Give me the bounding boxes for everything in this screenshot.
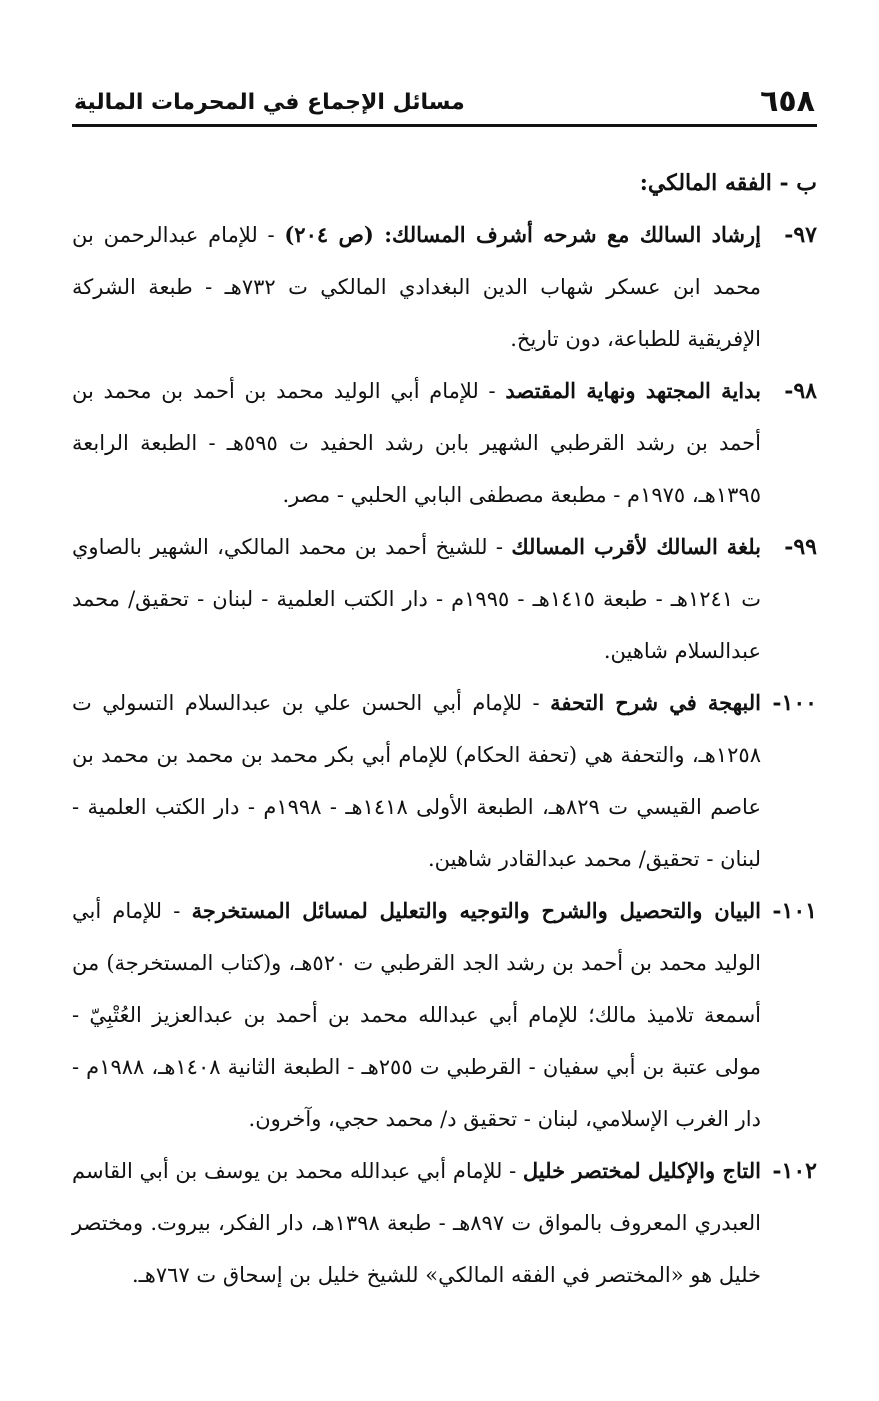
bibliography-entry-99 <box>72 521 817 677</box>
entry-number: ٩٧- <box>784 222 817 248</box>
bibliography-entry-98 <box>72 365 817 521</box>
bibliography-entry-97 <box>72 209 817 365</box>
entry-title: بداية المجتهد ونهاية المقتصد <box>505 378 761 403</box>
entry-title: البهجة في شرح التحفة <box>550 690 761 715</box>
entry-body: - للإمام أبي الوليد محمد بن أحمد بن رشد الجد القرطبي ت ٥٢٠هـ، و(كتاب المستخرجة) من أسمعة تلاميذ مالك؛ للإمام أبي عبدالله محمد بن أحمد بن عبدالعزيز العُتْبِيّ - مولى عتبة بن أبي سفيان - القرطبي ت ٢٥٥هـ - الطبعة الثانية ١٤٠٨هـ، ١٩٨٨م - دار الغرب الإسلامي، لبنان - تحقيق د/ محمد حجي، وآخرون. <box>72 899 761 1131</box>
entry-title: التاج والإكليل لمختصر خليل <box>522 1158 761 1183</box>
entry-title: إرشاد السالك مع شرحه أشرف المسالك: (ص ٢٠٤) <box>284 222 761 247</box>
entry-body: - للإمام أبي الحسن علي بن عبدالسلام التسولي ت ١٢٥٨هـ، والتحفة هي (تحفة الحكام) للإمام أبي بكر محمد بن محمد بن محمد بن عاصم القيسي ت ٨٢٩هـ، الطبعة الأولى ١٤١٨هـ - ١٩٩٨م - دار الكتب العلمية - لبنان - تحقيق/ محمد عبدالقادر شاهين. <box>72 691 761 871</box>
entry-number: ٩٩- <box>784 534 817 560</box>
bibliography-entry-101 <box>72 885 817 1145</box>
entry-number: ١٠١- <box>772 898 817 924</box>
page-number: ٦٥٨ <box>760 84 815 119</box>
entry-text <box>72 521 761 677</box>
entry-title: بلغة السالك لأقرب المسالك <box>511 534 761 559</box>
entry-text <box>72 365 761 521</box>
bibliography-entry-102 <box>72 1145 817 1301</box>
section-title: ب - الفقه المالكي: <box>639 170 817 196</box>
entry-text <box>72 1145 761 1301</box>
entry-number: ٩٨- <box>784 378 817 404</box>
entry-body: - للإمام أبي الوليد محمد بن أحمد بن محمد بن أحمد بن رشد القرطبي الشهير بابن رشد الحفيد ت ٥٩٥هـ - الطبعة الرابعة ١٣٩٥هـ، ١٩٧٥م - مطبعة مصطفى البابي الحلبي - مصر. <box>72 379 761 507</box>
entry-number: ١٠٠- <box>772 690 817 716</box>
bibliography-entry-100 <box>72 677 817 885</box>
page-header <box>72 78 817 127</box>
entry-title: البيان والتحصيل والشرح والتوجيه والتعليل لمسائل المستخرجة <box>191 898 761 923</box>
running-title: مسائل الإجماع في المحرمات المالية <box>74 90 465 115</box>
entry-body: - للشيخ أحمد بن محمد المالكي، الشهير بالصاوي ت ١٢٤١هـ - طبعة ١٤١٥هـ - ١٩٩٥م - دار الكتب العلمية - لبنان - تحقيق/ محمد عبدالسلام شاهين. <box>72 535 761 663</box>
entry-text <box>72 209 761 365</box>
entry-body: - للإمام أبي عبدالله محمد بن يوسف بن أبي القاسم العبدري المعروف بالمواق ت ٨٩٧هـ - طبعة ١٣٩٨هـ، دار الفكر، بيروت. ومختصر خليل هو «المختصر في الفقه المالكي» للشيخ خليل بن إسحاق ت ٧٦٧هـ. <box>72 1159 761 1287</box>
entry-text <box>72 885 761 1145</box>
entry-body: - للإمام عبدالرحمن بن محمد ابن عسكر شهاب الدين البغدادي المالكي ت ٧٣٢هـ - طبعة الشركة الإفريقية للطباعة، دون تاريخ. <box>72 223 761 351</box>
entry-number: ١٠٢- <box>772 1158 817 1184</box>
entry-text <box>72 677 761 885</box>
